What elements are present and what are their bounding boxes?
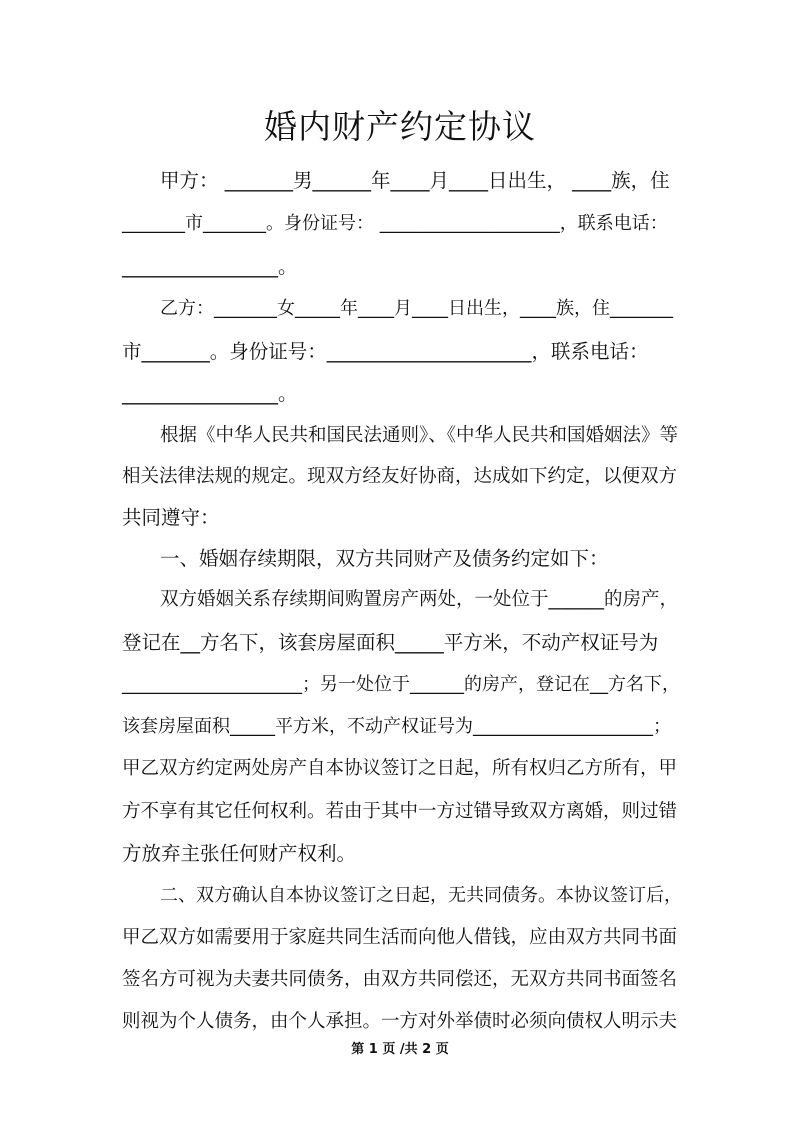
section-one-line-2: 登记在__方名下，该套房屋面积_____平方米，不动产权证号为 — [122, 631, 659, 654]
party-b-line-1: 乙方：_______女_____年____月____日出生，____族，住_______ — [160, 298, 673, 319]
section-one-heading: 一、婚姻存续期限，双方共同财产及债务约定如下： — [160, 547, 609, 570]
party-a-line-2: _______市_______。身份证号： ____________________，联系电话： — [122, 213, 668, 234]
section-one-line-7: 方放弃主张任何财产权利。 — [122, 842, 357, 865]
section-two-line-2: 甲乙双方如需要用于家庭共同生活而向他人借钱，应由双方共同书面 — [122, 927, 678, 948]
section-two-line-3: 签名方可视为夫妻共同债务，由双方共同偿还，无双方共同书面签名 — [122, 969, 678, 990]
section-two-line-1: 二、双方确认自本协议签订之日起，无共同债务。本协议签订后， — [160, 885, 682, 906]
preamble-line-2: 相关法律法规的规定。现双方经友好协商，达成如下约定，以便双方 — [122, 466, 678, 487]
page-number-footer: 第 1 页 /共 2 页 — [351, 1042, 449, 1057]
party-a-line-3: ________________。 — [122, 255, 298, 278]
section-one-line-6: 方不享有其它任何权利。若由于其中一方过错导致双方离婚，则过错 — [122, 801, 678, 822]
party-a-line-1: 甲方： _______男______年____月____日出生， ____族，住 — [160, 169, 670, 192]
section-one-line-5: 甲乙双方约定两处房产自本协议签订之日起，所有权归乙方所有，甲 — [122, 758, 678, 779]
preamble-line-3: 共同遵守： — [122, 506, 220, 529]
preamble-line-1: 根据《中华人民共和国民法通则》、《中华人民共和国婚姻法》等 — [160, 425, 679, 446]
party-b-line-2: 市_______。身份证号：_____________________，联系电话： — [122, 340, 649, 363]
section-two-line-4: 则视为个人债务，由个人承担。一方对外举债时必须向债权人明示夫 — [122, 1011, 678, 1032]
document-title: 婚内财产约定协议 — [264, 107, 536, 146]
section-one-line-4: 该套房屋面积_____平方米，不动产权证号为____________________； — [122, 716, 671, 737]
section-one-line-3: ____________________；另一处位于______的房产，登记在__方名下， — [122, 674, 680, 695]
section-one-line-1: 双方婚姻关系存续期间购置房产两处，一处位于______的房产， — [160, 589, 679, 610]
party-b-line-3: ________________。 — [122, 382, 298, 405]
